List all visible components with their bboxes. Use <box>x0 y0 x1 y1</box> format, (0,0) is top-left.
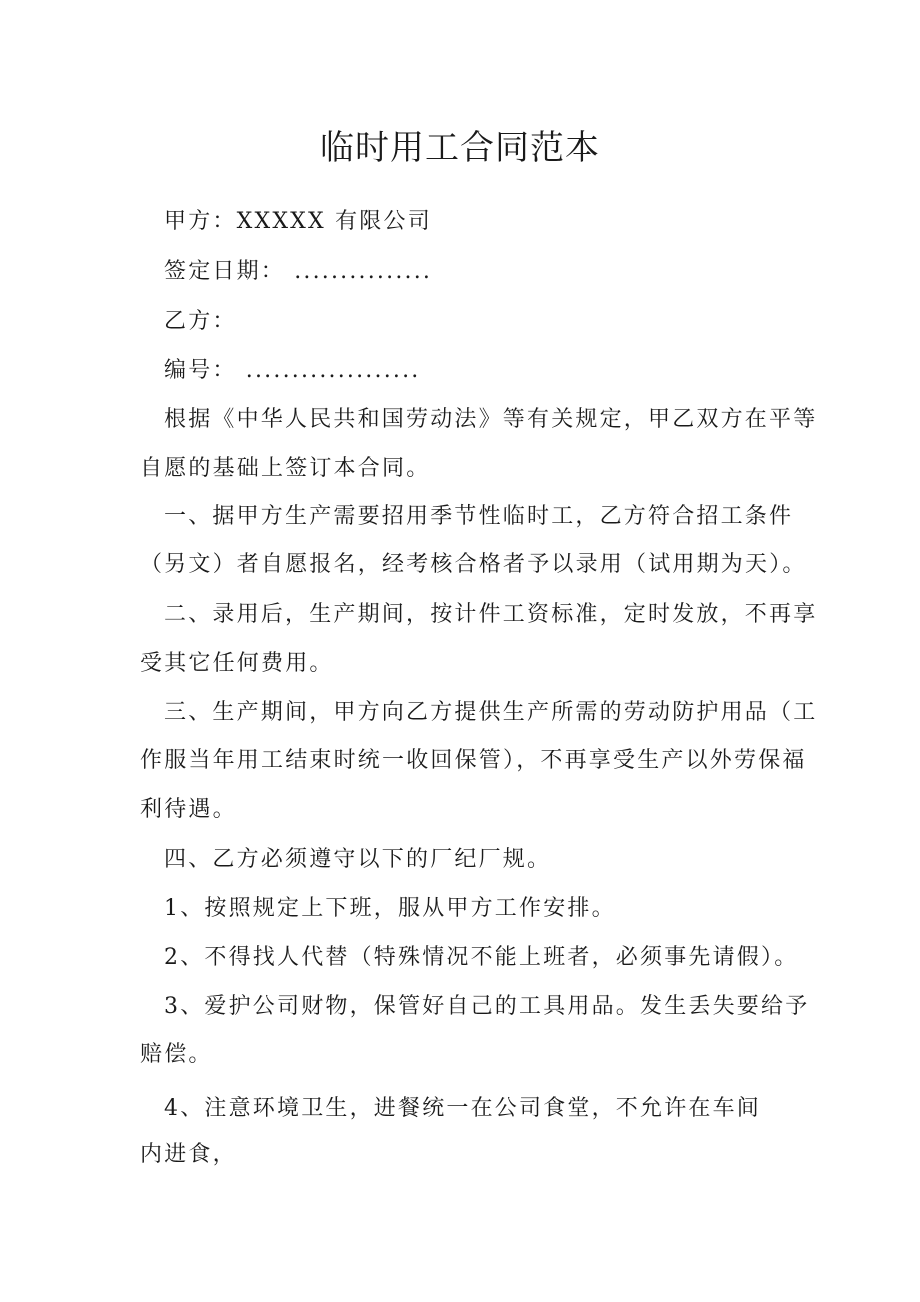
clause-4-line: 四、乙方必须遵守以下的厂纪厂规。 <box>164 847 552 872</box>
rule-3-line: 赔偿。 <box>140 1042 213 1067</box>
rule-1-line: 1、按照规定上下班，服从甲方工作安排。 <box>164 896 616 921</box>
rule-3-line: 3、爱护公司财物，保管好自己的工具用品。发生丢失要给予 <box>164 994 810 1019</box>
intro-line: 自愿的基础上签订本合同。 <box>140 456 431 481</box>
clause-1-line: （另文）者自愿报名，经考核合格者予以录用（试用期为天）。 <box>140 552 807 577</box>
party-b-line: 乙方： <box>164 309 237 334</box>
clause-3-line: 作服当年用工结束时统一收回保管），不再享受生产以外劳保福 <box>140 748 807 773</box>
clause-2-line: 二、录用后，生产期间，按计件工资标准，定时发放，不再享 <box>164 602 818 627</box>
rule-4-line: 内进食， <box>140 1142 237 1167</box>
clause-3-line: 利待遇。 <box>140 797 237 822</box>
rule-2-line: 2、不得找人代替（特殊情况不能上班者，必须事先请假）。 <box>164 945 799 970</box>
intro-line: 根据《中华人民共和国劳动法》等有关规定，甲乙双方在平等 <box>164 407 818 432</box>
clause-3-line: 三、生产期间，甲方向乙方提供生产所需的劳动防护用品（工 <box>164 700 818 725</box>
clause-1-line: 一、据甲方生产需要招用季节性临时工，乙方符合招工条件 <box>164 504 794 529</box>
sign-date-line: 签定日期： ............... <box>164 259 433 284</box>
serial-number-line: 编号： ................... <box>164 358 421 383</box>
rule-4-line: 4、注意环境卫生，进餐统一在公司食堂，不允许在车间 <box>164 1096 761 1121</box>
party-a-line: 甲方：XXXXX 有限公司 <box>164 209 432 234</box>
document-title: 临时用工合同范本 <box>320 128 600 168</box>
clause-2-line: 受其它任何费用。 <box>140 651 334 676</box>
